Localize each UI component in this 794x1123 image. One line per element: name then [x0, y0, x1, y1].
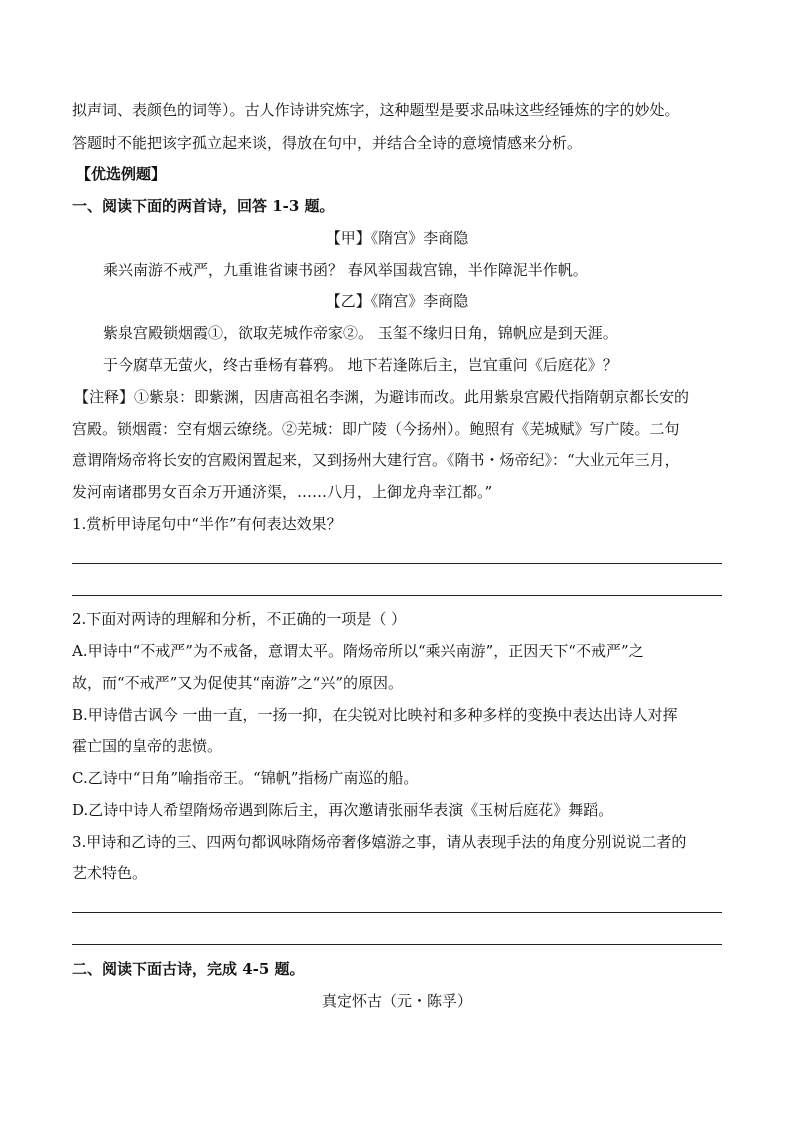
option-b-line-1: B.甲诗借古讽今 一曲一直，一扬一抑，在尖锐对比映衬和多种多样的变换中表达出诗人对挥	[72, 706, 678, 724]
option-a-line-1: A.甲诗中“不戒严”为不戒备，意谓太平。隋炀帝所以“乘兴南游”，正因天下“不戒严”之	[72, 642, 644, 660]
question-2-stem: 2.下面对两诗的理解和分析，不正确的一项是（ ）	[72, 610, 407, 628]
part1-heading: 一、阅读下面的两首诗，回答 1-3 题。	[72, 197, 335, 215]
answer-line[interactable]	[72, 944, 722, 945]
answer-line[interactable]	[72, 595, 722, 596]
intro-line-2: 答题时不能把该字孤立起来谈，得放在句中，并结合全诗的意境情感来分析。	[72, 134, 583, 152]
part2-heading: 二、阅读下面古诗，完成 4-5 题。	[72, 960, 305, 978]
notes-line-2: 宫殿。锁烟霞：空有烟云缭绕。②芜城：即广陵（今扬州）。鲍照有《芜城赋》写广陵。二句	[72, 420, 680, 438]
poem-yi-line-1: 紫泉宫殿锁烟霞①，欲取芜城作帝家②。 玉玺不缘归日角，锦帆应是到天涯。	[103, 324, 618, 342]
question-3-line-1: 3.甲诗和乙诗的三、四两句都讽咏隋炀帝奢侈嬉游之事，请从表现手法的角度分别说说二者的	[72, 833, 687, 851]
question-3-line-2: 艺术特色。	[72, 864, 148, 882]
intro-line-1: 拟声词、表颜色的词等）。古人作诗讲究炼字，这种题型是要求品味这些经锤炼的字的妙处。	[72, 101, 680, 119]
option-b-line-2: 霍亡国的皇帝的悲愤。	[72, 737, 223, 755]
notes-line-4: 发河南诸郡男女百余万开通济渠，……八月，上御龙舟幸江都。”	[72, 483, 493, 501]
poem-yi-title: 【乙】《隋宫》李商隐	[325, 292, 469, 310]
poem-jia-line: 乘兴南游不戒严，九重谁省谏书函？ 春风举国裁宫锦，半作障泥半作帆。	[103, 261, 588, 279]
option-c: C.乙诗中“日角”喻指帝王。“锦帆”指杨广南巡的船。	[72, 769, 419, 787]
answer-line[interactable]	[72, 563, 722, 564]
part2-poem-title: 真定怀古（元・陈孚）	[321, 992, 472, 1010]
answer-line[interactable]	[72, 912, 722, 913]
option-a-line-2: 故，而“不戒严”又为促使其“南游”之“兴”的原因。	[72, 674, 404, 692]
notes-line-1: 【注释】①紫泉：即紫渊，因唐高祖名李渊，为避讳而改。此用紫泉宫殿代指隋朝京都长安的	[74, 388, 690, 406]
poem-yi-line-2: 于今腐草无萤火，终古垂杨有暮鸦。 地下若逢陈后主，岂宜重问《后庭花》？	[103, 356, 618, 374]
question-1: 1.赏析甲诗尾句中“半作”有何表达效果？	[72, 515, 342, 533]
section-label: 【优选例题】	[76, 165, 167, 183]
option-d: D.乙诗中诗人希望隋炀帝遇到陈后主，再次邀请张丽华表演《玉树后庭花》舞蹈。	[72, 801, 614, 819]
notes-line-3: 意谓隋炀帝将长安的宫殿闲置起来，又到扬州大建行宫。《隋书・炀帝纪》：“大业元年三月，	[72, 451, 680, 469]
poem-jia-title: 【甲】《隋宫》李商隐	[325, 229, 469, 247]
